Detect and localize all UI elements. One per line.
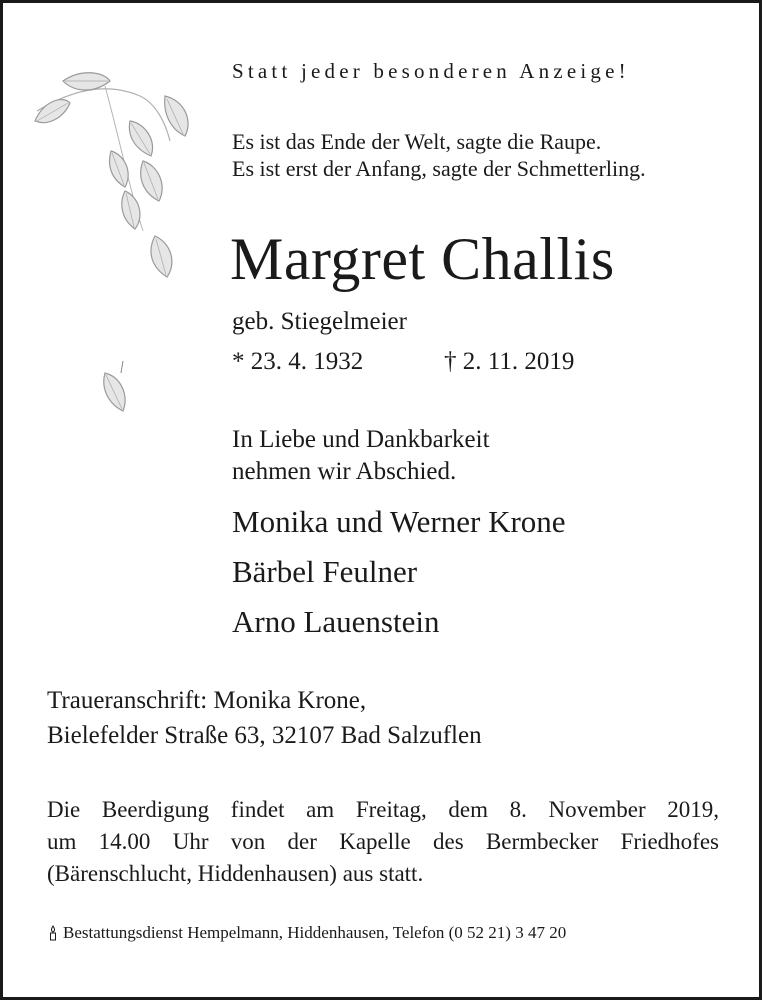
funeral-line-1: Die Beerdigung findet am Freitag, dem 8. November 2019, (47, 797, 719, 822)
birth-name: geb. Stiegelmeier (232, 308, 407, 335)
mourner-1: Monika und Werner Krone (232, 504, 566, 539)
quote-line-1: Es ist das Ende der Welt, sagte die Raupe. (232, 129, 602, 154)
leaf-7 (122, 191, 140, 229)
farewell-line-2: nehmen wir Abschied. (232, 458, 457, 485)
leaf-8 (151, 236, 172, 277)
leaf-5 (110, 151, 129, 187)
undertaker-text: Bestattungsdienst Hempelmann, Hiddenhausen, Telefon (0 52 21) 3 47 20 (63, 923, 567, 942)
death-date: † 2. 11. 2019 (444, 348, 575, 375)
leaf-1 (63, 73, 110, 90)
notice-header: Statt jeder besonderen Anzeige! (232, 59, 630, 83)
funeral-line-2: um 14.00 Uhr von der Kapelle des Bermbecker Friedhofes (47, 829, 719, 854)
birth-date: * 23. 4. 1932 (232, 348, 364, 375)
undertaker-line (47, 924, 566, 941)
funeral-line-3: (Bärenschlucht, Hiddenhausen) aus statt. (47, 861, 424, 886)
mourner-3: Arno Lauenstein (232, 604, 440, 639)
address-line-1: Traueranschrift: Monika Krone, (47, 687, 367, 714)
leaf-9 (104, 373, 125, 411)
candle-icon (47, 925, 59, 941)
birch-leaves-illustration (25, 51, 205, 431)
quote-line-2: Es ist erst der Anfang, sagte der Schmetterling. (232, 156, 646, 181)
leaf-6 (141, 161, 162, 201)
farewell-line-1: In Liebe und Dankbarkeit (232, 426, 490, 453)
deceased-name: Margret Challis (230, 226, 615, 292)
address-line-2: Bielefelder Straße 63, 32107 Bad Salzuflen (47, 722, 482, 749)
mourner-2: Bärbel Feulner (232, 554, 418, 589)
